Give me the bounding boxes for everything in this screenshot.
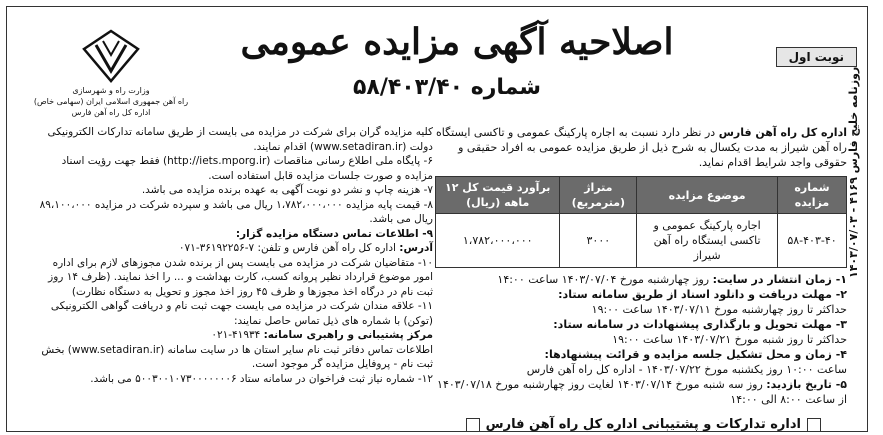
list-item xyxy=(33,343,433,372)
item-text: اطلاعات تماس دفاتر ثبت نام سایر استان ها در سایت سامانه (www.setadiran.ir) بخش ثبت نام - پروفایل مزایده گر موجود است. xyxy=(41,343,433,370)
list-item xyxy=(33,227,433,242)
item-label: ۱- زمان انتشار در سایت: xyxy=(712,273,847,286)
item-text: ۱۲- شماره نیاز ثبت فراخوان در سامانه ستاد ۵۰۰۳۰۰۱۰۷۳۰۰۰۰۰۰۰۶ می باشد. xyxy=(90,372,433,385)
item-text: حداکثر تا روز چهارشنبه مورخ ۱۴۰۳/۰۷/۱۱ ساعت ۱۹:۰۰ xyxy=(591,303,847,316)
col-area: متراژ (مترمربع) xyxy=(560,177,637,214)
cell-area: ۳۰۰۰ xyxy=(560,214,637,268)
left-items xyxy=(33,125,433,386)
logo-ministry: وزارت راه و شهرسازی xyxy=(72,86,150,95)
table-row xyxy=(436,214,847,268)
cell-price: ۱،۷۸۲،۰۰۰،۰۰۰ xyxy=(436,214,560,268)
list-item xyxy=(435,272,847,287)
cell-auction-number: ۵۸-۴۰۳-۴۰ xyxy=(778,214,847,268)
item-text: ۶- پایگاه ملی اطلاع رسانی مناقصات (http://iets.mporg.ir) فقط جهت رؤیت اسناد مزایده و صورت جلسات مزایده قابل استفاده است. xyxy=(61,155,433,182)
list-item xyxy=(33,328,433,343)
auction-table xyxy=(435,176,847,268)
item-label: ۹- اطلاعات تماس دستگاه مزایده گزار: xyxy=(235,227,433,240)
item-text: ۷- هزینه چاپ و نشر دو نوبت آگهی به عهده برنده مزایده می باشد. xyxy=(141,184,433,196)
item-text: ساعت ۱۰:۰۰ روز یکشنبه مورخ ۱۴۰۳/۰۷/۲۲ - اداره کل راه آهن فارس xyxy=(526,363,847,376)
item-text: ۱۱- علاقه مندان شرکت در مزایده می بایست جهت ثبت نام و دریافت گواهی الکترونیکی (توکن) با شماره های ذیل تماس حاصل نمایند: xyxy=(50,300,433,327)
list-item xyxy=(33,241,433,256)
item-text: روز سه شنبه مورخ ۱۴۰۳/۰۷/۱۴ لغایت روز چهارشنبه مورخ ۱۴۰۳/۰۷/۱۸ از ساعت ۸:۰۰ الی ۱۴:۰۰ xyxy=(437,378,847,406)
list-item xyxy=(33,198,433,227)
item-label: آدرس: xyxy=(399,242,433,254)
intro-paragraph xyxy=(435,125,847,170)
item-label: مرکز پشتیبانی و راهبری سامانه: xyxy=(263,329,433,341)
left-column xyxy=(33,125,433,386)
advertisement-frame xyxy=(6,6,868,432)
logo xyxy=(31,27,191,127)
right-column xyxy=(435,125,847,407)
list-item xyxy=(435,317,847,332)
intro-bold: اداره کل راه آهن فارس xyxy=(718,126,847,139)
box-icon xyxy=(807,418,821,432)
list-item xyxy=(33,125,433,154)
item-label: ۲- مهلت دریافت و دانلود اسناد از طریق سامانه ستاد: xyxy=(558,288,847,301)
list-item xyxy=(435,377,847,407)
logo-company: راه آهن جمهوری اسلامی ایران (سهامی خاص) xyxy=(33,97,189,106)
list-item xyxy=(33,256,433,300)
item-label: ۴- زمان و محل تشکیل جلسه مزایده و قرائت پیشنهادها: xyxy=(544,348,847,361)
list-item xyxy=(33,299,433,328)
box-icon xyxy=(466,418,480,432)
newspaper-date: روزنامه خلیج فارس ۴۱۶۹ - ۱۴۰۳/۰۷/۰۳ xyxy=(847,67,860,279)
item-text: ۱۰- متقاضیان شرکت در مزایده می بایست پس از برنده شدن مجوزهای لازم برای اداره امور موضوع قرارداد نظیر پروانه کسب، کارت بهداشت و ... را اخذ نمایند. (ظرف ۱۴ روز ثبت نام در درگاه اخذ مجوزها و ظرف ۴۵ روز اخذ مجوز و تحویل به دستگاه نظارت) xyxy=(48,256,433,298)
intro-text: در نظر دارد نسبت به اجاره پارکینگ عمومی و تاکسی ایستگاه راه آهن شیراز به مدت یکسال به شرح ذیل از طریق مزایده عمومی به افراد حقیقی و حقوقی واجد شرایط اقدام نماید. xyxy=(435,126,847,169)
list-item xyxy=(435,347,847,362)
col-subject: موضوع مزایده xyxy=(637,177,778,214)
logo-office: اداره کل راه آهن فارس xyxy=(71,108,151,117)
cell-subject: اجاره پارکینگ عمومی و تاکسی ایستگاه راه آهن شیراز xyxy=(637,214,778,268)
turn-badge: نوبت اول xyxy=(776,47,857,67)
item-label: ۵- تاریخ بازدید: xyxy=(766,378,847,391)
list-item xyxy=(33,372,433,387)
item-text: حداکثر تا روز شنبه مورخ ۱۴۰۳/۰۷/۲۱ ساعت ۱۹:۰۰ xyxy=(612,333,847,346)
item-text: روز چهارشنبه مورخ ۱۴۰۳/۰۷/۰۴ ساعت ۱۴:۰۰ xyxy=(497,273,713,286)
ad-title: اصلاحیه آگهی مزایده عمومی xyxy=(240,21,674,63)
list-item xyxy=(435,287,847,302)
item-text: ۴۱۹۳۴-۰۲۱ xyxy=(211,329,264,341)
ad-number: شماره ۵۸/۴۰۳/۴۰ xyxy=(352,75,542,100)
right-items xyxy=(435,272,847,407)
side-strip xyxy=(847,67,869,367)
list-item xyxy=(33,154,433,183)
list-item xyxy=(33,183,433,198)
list-item xyxy=(435,362,847,377)
col-auction-number: شماره مزایده xyxy=(778,177,847,214)
footer-office: اداره تدارکات و پشتیبانی اداره کل راه آهن فارس xyxy=(485,417,801,432)
footer xyxy=(67,417,827,432)
list-item xyxy=(435,302,847,317)
list-item xyxy=(435,332,847,347)
col-price: برآورد قیمت کل ۱۲ ماهه (ریال) xyxy=(436,177,560,214)
item-text: اداره کل راه آهن فارس و تلفن: ۷-۳۶۱۹۲۲۵۶-۰۷۱ xyxy=(178,242,400,254)
item-label: ۳- مهلت تحویل و بارگذاری پیشنهادات در سامانه ستاد: xyxy=(553,318,847,331)
item-text: کلیه مزایده گران برای شرکت در مزایده می بایست از طریق سامانه تدارکات الکترونیکی دولت (www.setadiran.ir) اقدام نمایند. xyxy=(47,126,433,153)
item-text: ۸- قیمت پایه مزایده ۱،۷۸۲،۰۰۰،۰۰۰ ریال می باشد و سپرده شرکت در مزایده ۸۹،۱۰۰،۰۰۰ ریال می باشد. xyxy=(39,198,433,225)
railway-logo-icon xyxy=(76,27,146,85)
